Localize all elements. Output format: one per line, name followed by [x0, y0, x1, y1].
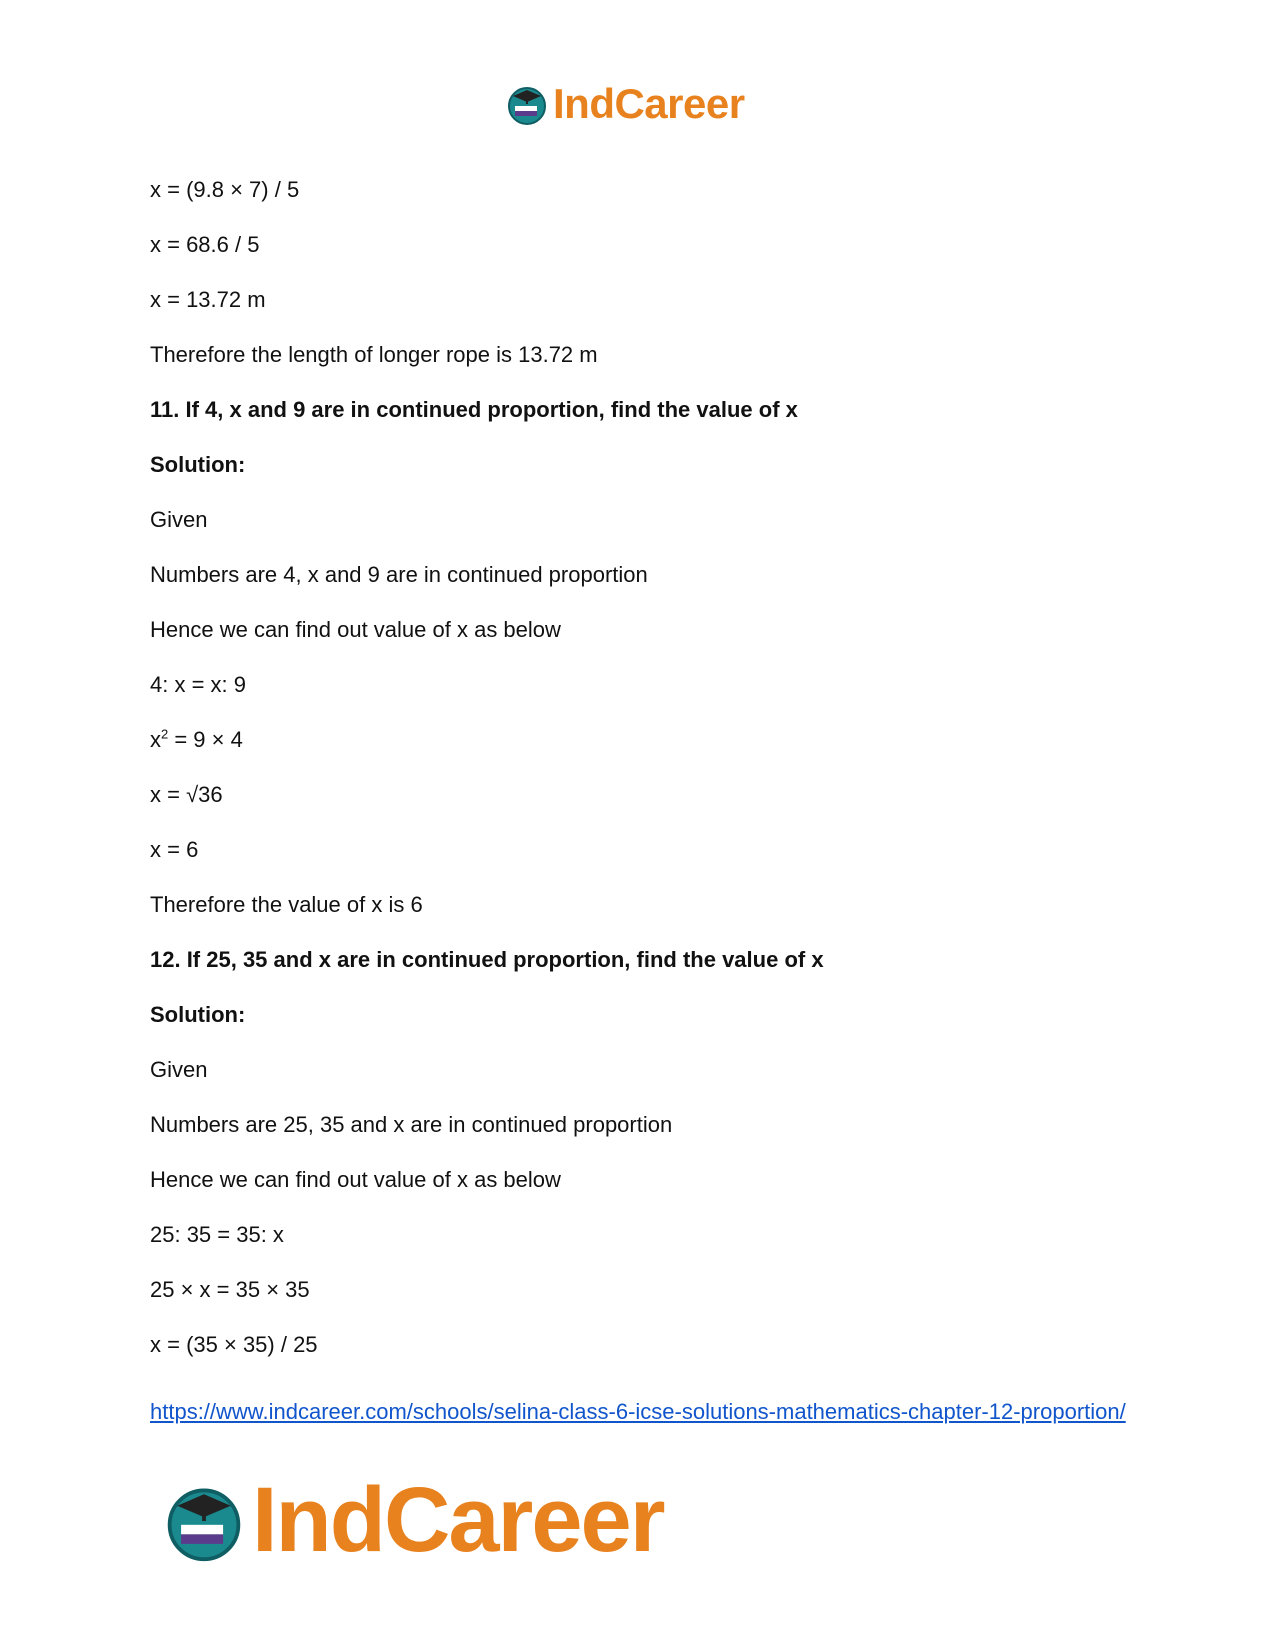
question-heading: 12. If 25, 35 and x are in continued proportion, find the value of x — [150, 947, 824, 972]
question-heading: Solution: — [150, 452, 246, 477]
footer-logo — [162, 1468, 664, 1573]
text-line: 4: x = x: 9 — [150, 672, 246, 697]
document-body — [150, 175, 1150, 1385]
text-line: x = (9.8 × 7) / 5 — [150, 177, 300, 202]
text-line: x = (35 × 35) / 25 — [150, 1332, 318, 1357]
text-line: Given — [150, 1057, 208, 1082]
text-line — [150, 725, 1150, 755]
logo-text: IndCareer — [553, 80, 745, 127]
text-line: x = 13.72 m — [150, 287, 266, 312]
text-segment: = 9 × 4 — [168, 727, 243, 752]
text-line: Given — [150, 507, 208, 532]
globe-books-icon — [505, 82, 549, 126]
text-line: 25: 35 = 35: x — [150, 1222, 284, 1247]
text-line: Numbers are 4, x and 9 are in continued proportion — [150, 562, 648, 587]
source-link[interactable]: https://www.indcareer.com/schools/selina-class-6-icse-solutions-mathematics-chapter-12-proportion/ — [150, 1399, 1126, 1424]
text-line: x = √36 — [150, 782, 223, 807]
text-line: x = 68.6 / 5 — [150, 232, 260, 257]
header-logo — [505, 80, 745, 128]
text-line: 25 × x = 35 × 35 — [150, 1277, 310, 1302]
logo-text: IndCareer — [252, 1469, 664, 1571]
text-segment: x — [150, 727, 161, 752]
question-heading: Solution: — [150, 1002, 246, 1027]
text-line: Numbers are 25, 35 and x are in continued proportion — [150, 1112, 673, 1137]
text-line: Hence we can find out value of x as below — [150, 1167, 561, 1192]
text-line: x = 6 — [150, 837, 199, 862]
text-line: Therefore the value of x is 6 — [150, 892, 423, 917]
globe-books-icon — [162, 1479, 246, 1563]
superscript: 2 — [161, 726, 169, 742]
text-line: Hence we can find out value of x as below — [150, 617, 561, 642]
question-heading: 11. If 4, x and 9 are in continued proportion, find the value of x — [150, 397, 798, 422]
text-line: Therefore the length of longer rope is 13.72 m — [150, 342, 598, 367]
